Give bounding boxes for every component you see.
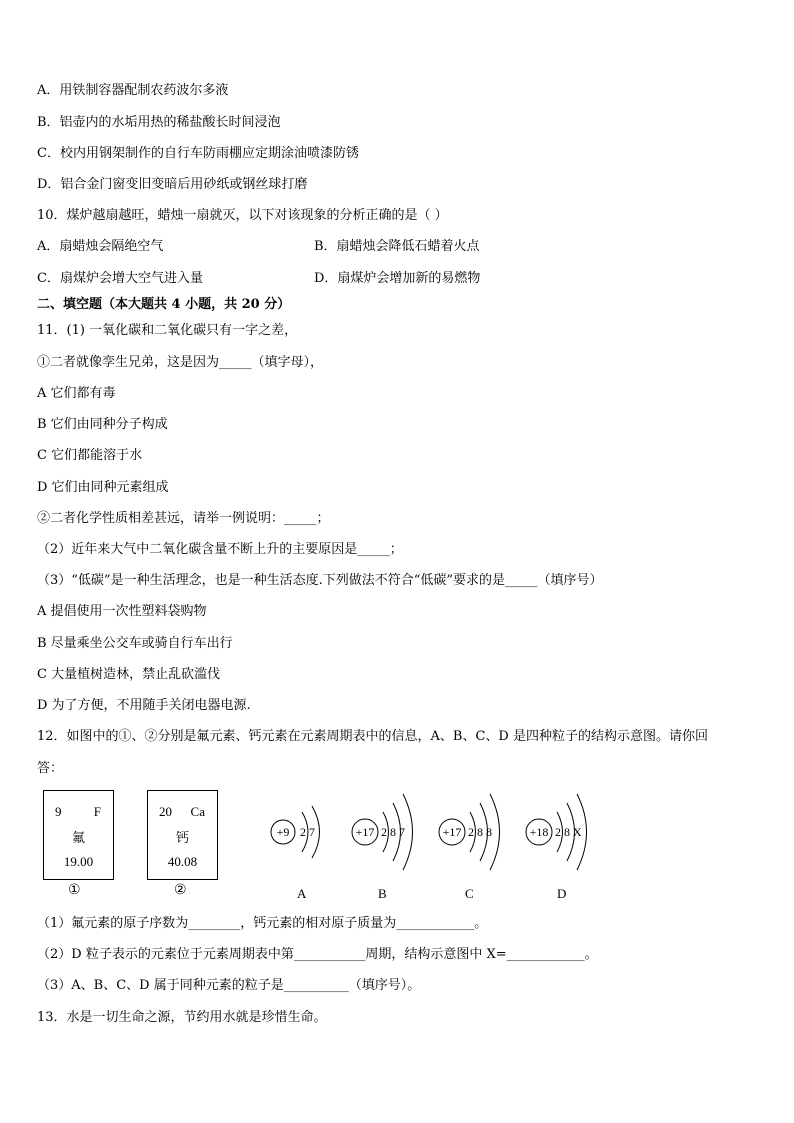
nucleus-charge-c: +17 xyxy=(442,825,462,839)
option-c-q10: C．扇煤炉会增大空气进入量 xyxy=(37,271,203,286)
q11-part1-option-c: C 它们都能溶于水 xyxy=(37,448,143,463)
electron-shells-b: 2 8 7 xyxy=(381,825,405,839)
q11-sub2: （2）近年来大气中二氧化碳含量不断上升的主要原因是_____； xyxy=(37,542,403,557)
element-card-fluorine xyxy=(43,790,114,880)
element-name: 氟 xyxy=(71,830,85,845)
option-a-q10: A．扇蜡烛会隔绝空气 xyxy=(37,239,164,254)
nucleus-charge-a: +9 xyxy=(276,825,290,839)
q11-sub3-option-b: B 尽量乘坐公交车或骑自行车出行 xyxy=(37,636,233,651)
atom-label-d: D xyxy=(557,886,567,901)
q11-sub3-option-d: D 为了方便，不用随手关闭电器电源. xyxy=(37,698,251,713)
option-a-q9: A．用铁制容器配制农药波尔多液 xyxy=(37,83,229,98)
option-b-q9: B．铝壶内的水垢用热的稀盐酸长时间浸泡 xyxy=(37,115,281,130)
element-symbol: F xyxy=(93,804,101,819)
q11-sub3-option-a: A 提倡使用一次性塑料袋购物 xyxy=(37,604,207,619)
q12-sub3: （3）A、B、C、D 属于同种元素的粒子是__________（填序号）。 xyxy=(37,978,421,993)
atomic-mass: 40.08 xyxy=(167,854,198,869)
question-10: 10．煤炉越扇越旺，蜡烛一扇就灭，以下对该现象的分析正确的是（ ） xyxy=(37,208,448,223)
question-12: 12．如图中的①、②分别是氟元素、钙元素在元素周期表中的信息，A、B、C、D 是四种粒子的结构示意图。请你回 xyxy=(37,729,708,744)
element-card-calcium xyxy=(147,790,218,880)
q11-part2: ②二者化学性质相差甚远，请举一例说明：_____； xyxy=(37,511,330,526)
atom-label-c: C xyxy=(465,886,474,901)
q12-sub2: （2）D 粒子表示的元素位于元素周期表中第___________周期，结构示意图中 X=____________。 xyxy=(37,947,598,962)
nucleus-charge-d: +18 xyxy=(529,825,549,839)
q12-sub1: （1）氟元素的原子序数为________，钙元素的相对原子质量为____________。 xyxy=(37,916,488,931)
question-11: 11．(1) 一氧化碳和二氧化碳只有一字之差， xyxy=(37,323,298,338)
section-heading: 二、填空题（本大题共 4 小题，共 20 分） xyxy=(37,297,291,312)
atom-label-b: B xyxy=(378,886,387,901)
electron-shells-c: 2 8 8 xyxy=(468,825,492,839)
q11-part1-option-d: D 它们由同种元素组成 xyxy=(37,480,169,495)
figure-label-1: ① xyxy=(68,882,81,898)
atom-label-a: A xyxy=(297,886,307,901)
q11-part1-option-a: A 它们都有毒 xyxy=(37,386,116,401)
q11-sub3: （3）“低碳”是一种生活理念，也是一种生活态度.下列做法不符合“低碳”要求的是_____（填序号） xyxy=(37,573,603,588)
element-symbol: Ca xyxy=(190,804,205,819)
electron-shells-d: 2 8 X xyxy=(555,825,582,839)
question-12-cont: 答： xyxy=(37,761,64,776)
option-d-q9: D．铝合金门窗变旧变暗后用砂纸或钢丝球打磨 xyxy=(37,177,308,192)
question-13: 13．水是一切生命之源，节约用水就是珍惜生命。 xyxy=(37,1010,327,1025)
atomic-number: 20 xyxy=(159,804,172,819)
atomic-number: 9 xyxy=(55,804,62,819)
q11-part1-option-b: B 它们由同种分子构成 xyxy=(37,417,168,432)
option-d-q10: D．扇煤炉会增加新的易燃物 xyxy=(314,271,481,286)
element-name: 钙 xyxy=(175,830,189,845)
figure-label-2: ② xyxy=(174,882,187,898)
atom-diagrams xyxy=(260,786,600,886)
electron-shells-a: 2 7 xyxy=(300,825,315,839)
q11-part1: ①二者就像孪生兄弟，这是因为_____（填字母）， xyxy=(37,355,324,370)
option-c-q9: C．校内用钢架制作的自行车防雨棚应定期涂油喷漆防锈 xyxy=(37,146,359,161)
option-b-q10: B．扇蜡烛会降低石蜡着火点 xyxy=(314,239,480,254)
nucleus-charge-b: +17 xyxy=(355,825,375,839)
q11-sub3-option-c: C 大量植树造林，禁止乱砍滥伐 xyxy=(37,667,221,682)
atomic-mass: 19.00 xyxy=(63,854,94,869)
